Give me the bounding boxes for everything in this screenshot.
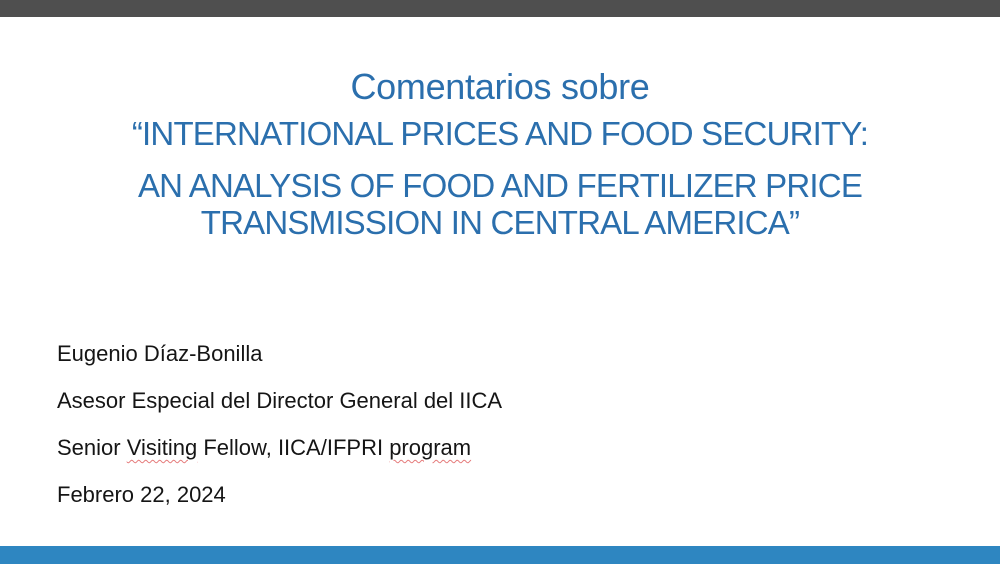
title-line-2: “INTERNATIONAL PRICES AND FOOD SECURITY:	[131, 115, 869, 152]
role2-segment-1: Senior	[57, 435, 127, 460]
slide-body	[57, 330, 940, 518]
slide-title	[40, 66, 960, 241]
spellcheck-word-visiting: Visiting	[126, 435, 198, 460]
author-name: Eugenio Díaz-Bonilla	[57, 341, 263, 366]
title-line-3: AN ANALYSIS OF FOOD AND FERTILIZER PRICE	[137, 167, 863, 204]
title-line-1: Comentarios sobre	[350, 66, 650, 107]
title-line-4: TRANSMISSION IN CENTRAL AMERICA”	[200, 204, 800, 241]
role2-segment-2: Fellow, IICA/IFPRI	[197, 435, 390, 460]
bottom-accent-bar	[0, 546, 1000, 564]
author-role-line-2	[57, 424, 940, 471]
date-line: Febrero 22, 2024	[57, 482, 226, 507]
spellcheck-word-program: program	[389, 435, 472, 460]
title-lines-3-4	[40, 167, 960, 241]
top-accent-bar	[0, 0, 1000, 17]
author-role-line-1: Asesor Especial del Director General del IICA	[57, 388, 503, 413]
